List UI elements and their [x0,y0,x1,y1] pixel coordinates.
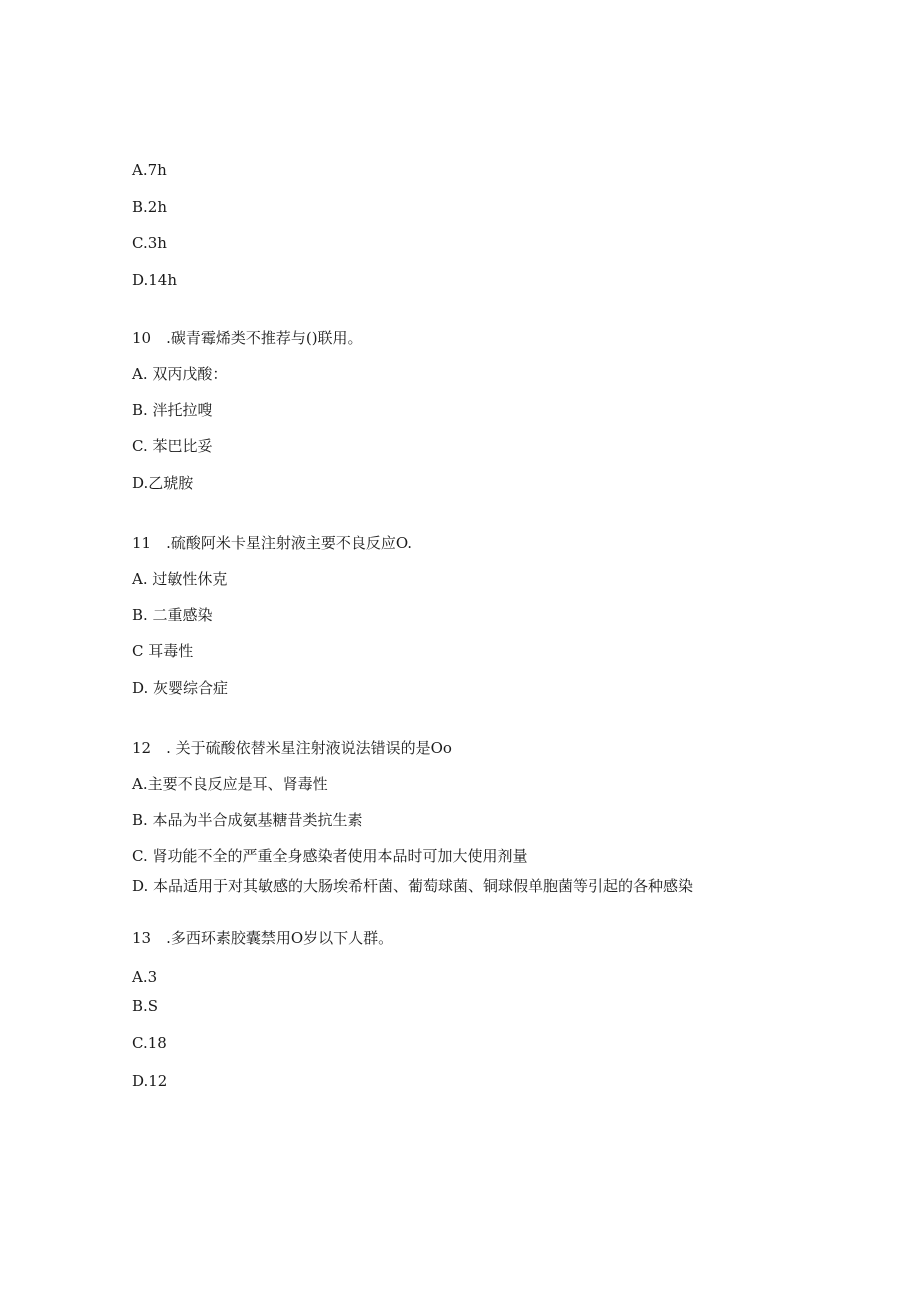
option-c: C.3h [132,234,167,252]
question-12-option-d: D. 本品适用于对其敏感的大肠埃希杆菌、葡萄球菌、铜球假单胞菌等引起的各种感染 [132,877,694,895]
question-12-option-a: A.主要不良反应是耳、肾毒性 [132,775,328,793]
question-11-option-a: A. 过敏性休克 [132,570,228,588]
question-12-option-b: B. 本品为半合成氨基糖昔类抗生素 [132,811,363,829]
question-11-option-c: C 耳毒性 [132,642,194,660]
question-11-option-d: D. 灰婴综合症 [132,679,229,697]
question-13-option-a: A.3 [132,968,158,986]
option-b: B.2h [132,198,167,216]
question-12-option-c: C. 肾功能不全的严重全身感染者使用本品时可加大使用剂量 [132,847,528,865]
question-12-stem: 12 . 关于硫酸依替米星注射液说法错误的是Oo [132,739,452,757]
question-10-option-d: D.乙琥胺 [132,474,194,492]
question-11-option-b: B. 二重感染 [132,606,213,624]
question-13-stem: 13 .多西环素胶囊禁用O岁以下人群。 [132,929,394,947]
question-13-option-c: C.18 [132,1034,167,1052]
question-13-option-d: D.12 [132,1072,168,1090]
question-10-option-c: C. 苯巴比妥 [132,437,213,455]
option-d: D.14h [132,271,178,289]
question-10-option-b: B. 泮托拉嗖 [132,401,213,419]
question-13-option-b: B.S [132,997,159,1015]
question-10-stem: 10 .碳青霉烯类不推荐与()联用。 [132,329,363,347]
question-10-option-a: A. 双丙戊酸： [132,365,228,383]
option-a: A.7h [132,161,167,179]
question-11-stem: 11 .硫酸阿米卡星注射液主要不良反应O. [132,534,413,552]
